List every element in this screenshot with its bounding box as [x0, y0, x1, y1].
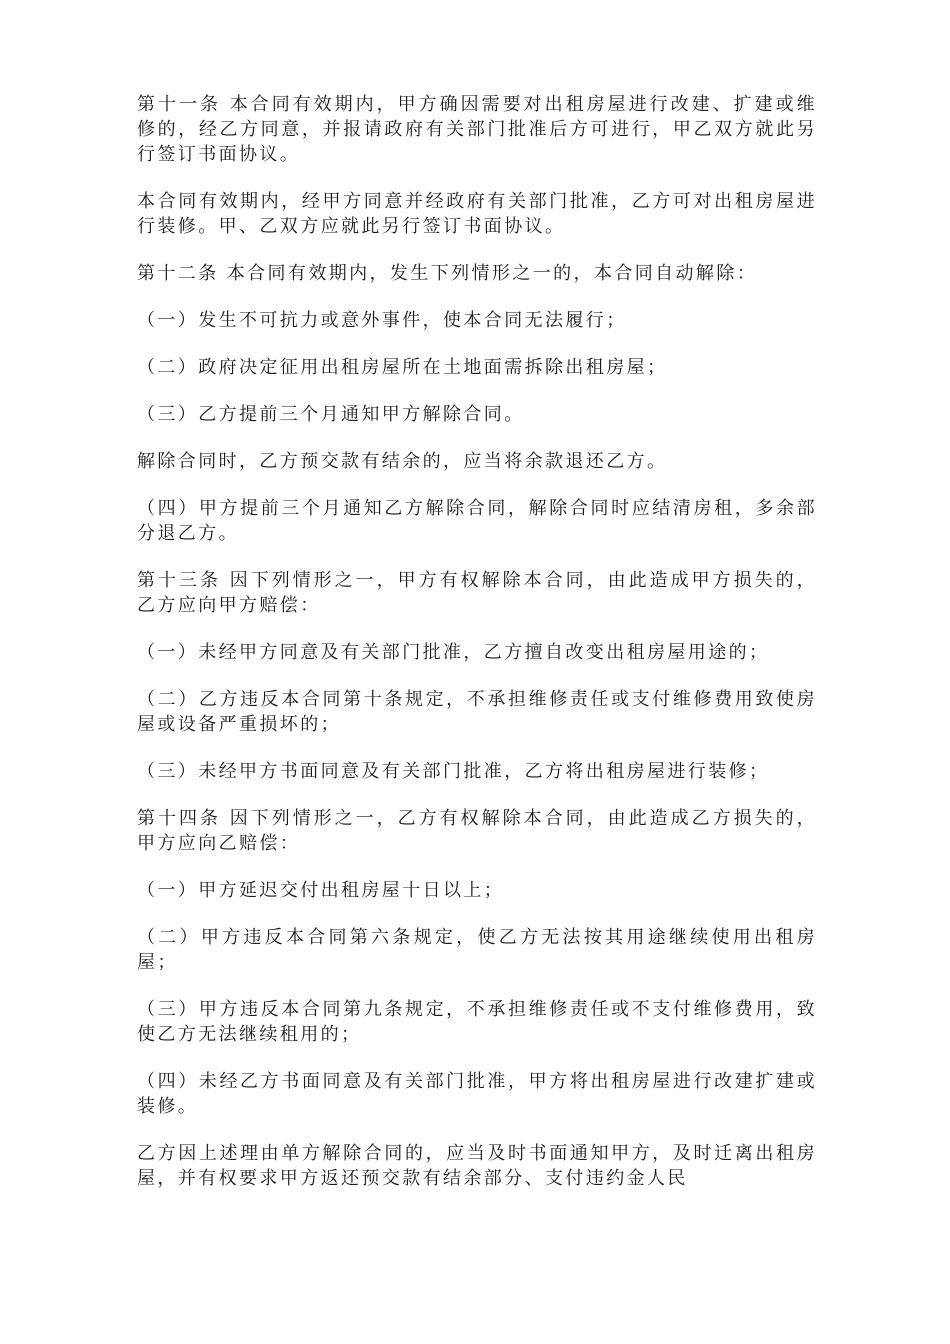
article-13-item-2: （二）乙方违反本合同第十条规定，不承担维修责任或支付维修费用致使房屋或设备严重损坏的； — [137, 689, 817, 735]
unilateral-termination-paragraph: 乙方因上述理由单方解除合同的，应当及时书面通知甲方，及时迁离出租房屋，并有权要求甲方返还预交款有结余部分、支付违约金人民 — [137, 1143, 817, 1189]
article-12-item-3: （三）乙方提前三个月通知甲方解除合同。 — [137, 404, 525, 425]
article-14-item-2: （二）甲方违反本合同第六条规定，使乙方无法按其用途继续使用出租房屋； — [137, 927, 817, 973]
article-13-item-3: （三）未经甲方书面同意及有关部门批准，乙方将出租房屋进行装修； — [137, 761, 770, 782]
article-14-item-3: （三）甲方违反本合同第九条规定，不承担维修责任或不支付维修费用，致使乙方无法继续租用的； — [137, 999, 817, 1045]
document-body — [137, 92, 817, 1213]
article-12-item-2: （二）政府决定征用出租房屋所在土地面需拆除出租房屋； — [137, 357, 668, 378]
article-14-item-4: （四）未经乙方书面同意及有关部门批准，甲方将出租房屋进行改建扩建或装修。 — [137, 1071, 817, 1117]
article-12-paragraph: 第十二条 本合同有效期内，发生下列情形之一的，本合同自动解除： — [137, 263, 758, 284]
article-12-item-1: （一）发生不可抗力或意外事件，使本合同无法履行； — [137, 310, 627, 331]
article-13-paragraph: 第十三条 因下列情形之一，甲方有权解除本合同，由此造成甲方损失的，乙方应向甲方赔偿： — [137, 570, 817, 616]
decoration-paragraph: 本合同有效期内，经甲方同意并经政府有关部门批准，乙方可对出租房屋进行装修。甲、乙双方应就此另行签订书面协议。 — [137, 191, 817, 237]
article-12-item-4: （四）甲方提前三个月通知乙方解除合同，解除合同时应结清房租，多余部分退乙方。 — [137, 498, 817, 544]
termination-refund-paragraph: 解除合同时，乙方预交款有结余的，应当将余款退还乙方。 — [137, 451, 668, 472]
article-14-item-1: （一）甲方延迟交付出租房屋十日以上； — [137, 880, 505, 901]
article-13-item-1: （一）未经甲方同意及有关部门批准，乙方擅自改变出租房屋用途的； — [137, 642, 770, 663]
article-11-paragraph: 第十一条 本合同有效期内，甲方确因需要对出租房屋进行改建、扩建或维修的，经乙方同意，并报请政府有关部门批准后方可进行，甲乙双方就此另行签订书面协议。 — [137, 94, 817, 165]
article-14-paragraph: 第十四条 因下列情形之一，乙方有权解除本合同，由此造成乙方损失的，甲方应向乙赔偿： — [137, 808, 817, 854]
